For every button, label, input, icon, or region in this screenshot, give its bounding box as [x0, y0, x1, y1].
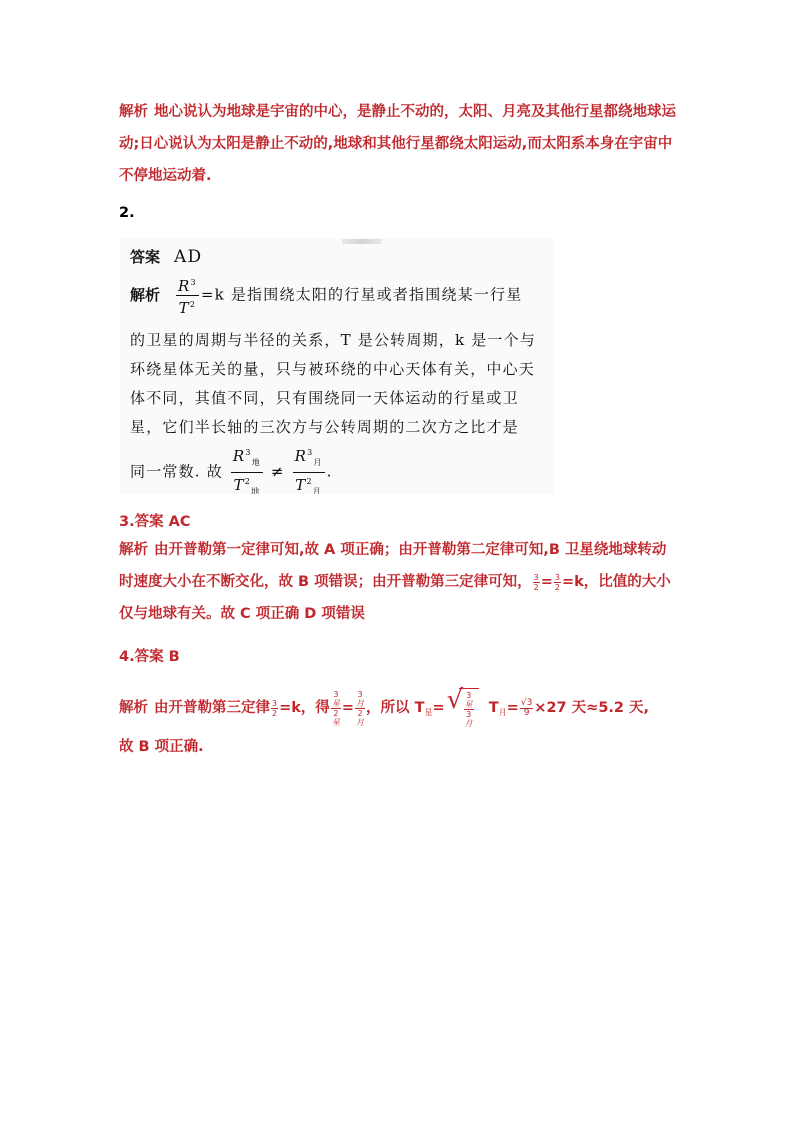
f1-den-sup: 2	[244, 477, 252, 486]
scan-line-4: 体不同，其值不同，只有围绕同一天体运动的行星或卫	[130, 389, 519, 407]
q2-scanned-answer	[120, 238, 554, 494]
f2-den-sup: 2	[306, 477, 313, 486]
f1-den-sub: 地	[251, 487, 261, 494]
q4-fa-num: 3	[272, 698, 278, 708]
q3-frac-1	[533, 573, 540, 592]
q4-fc-num-top: 3	[357, 689, 363, 699]
q4-t1: 由开普勒第三定律	[154, 700, 270, 716]
f1-num-sup: 3	[245, 448, 252, 457]
scan-line6-prefix: 同一常数. 故	[130, 462, 223, 481]
q4-sq-den: 月	[464, 719, 473, 728]
eq-num-exp: 3	[190, 278, 197, 287]
q3-header: 3.答案 AC	[119, 514, 191, 530]
scan-analysis-label: 解析	[130, 285, 161, 304]
q3-text-b: =k，比值的大小仅与地球有关。故 C 项正确 D 项错误	[119, 574, 671, 622]
f2-num: R	[294, 447, 308, 465]
q4-frac-d	[520, 699, 533, 718]
q3-frac2-num: 3	[554, 572, 560, 582]
q3-frac1-den: 2	[533, 582, 539, 592]
scan-line-3: 环绕星体无关的量，只与被环绕的中心天体有关，中心天	[130, 360, 536, 378]
q1-analysis-text: 地心说认为地球是宇宙的中心，是静止不动的，太阳、月亮及其他行星都绕地球运动;日心说认为太阳是静止不动的,地球和其他行星都绕太阳运动,而太阳系本身在宇宙中不停地运动着.	[119, 104, 676, 184]
scan-line6-end: .	[326, 462, 333, 481]
q4-t2: =k，得	[279, 700, 330, 716]
q1-analysis	[119, 96, 679, 192]
q3-frac2-den: 2	[554, 582, 560, 592]
q4-analysis-label: 解析	[119, 700, 148, 716]
scan-eq-rest: =k 是指围绕太阳的行星或者指围绕某一行星	[200, 285, 523, 304]
q1-analysis-label: 解析	[119, 104, 148, 120]
q4-fb-num: 星	[331, 698, 340, 708]
q4-t5: ×27 天≈5.2 天,	[534, 700, 650, 716]
q3-analysis	[119, 534, 679, 630]
q3-frac1-num: 3	[533, 572, 539, 582]
q4-sqrt	[446, 685, 479, 728]
q4-t4-eq: =	[506, 700, 519, 716]
q4-t3-eq: =	[432, 700, 445, 716]
eq-den-exp: 2	[189, 300, 197, 309]
q4-sqrt-frac	[464, 691, 474, 728]
scan-frac-moon	[293, 444, 325, 494]
sqrt-radical-icon: √	[446, 685, 464, 715]
q4-fd-den: 9	[523, 707, 530, 718]
scan-line-2: 的卫星的周期与半径的关系，T 是公转周期，k 是一个与	[130, 331, 537, 349]
q4-t3: ，所以 T	[366, 700, 425, 716]
scan-frac-earth	[231, 444, 263, 494]
q4-t4-sub: 月	[498, 708, 507, 717]
q4-fc-den-top: 2	[357, 708, 363, 718]
scan-eq-fraction	[176, 274, 199, 317]
q4-t6: 故 B 项正确.	[119, 739, 204, 755]
f1-num: R	[232, 447, 246, 465]
scan-answer-line	[130, 246, 546, 267]
scan-line-5: 星，它们半长轴的三次方与公转周期的二次方之比才是	[130, 418, 519, 436]
scan-neq: ≠	[270, 462, 285, 481]
q3-text-a: 由开普勒第一定律可知,故 A 项正确；由开普勒第二定律可知,B 卫星绕地球转动时速度大小在不断交化，故 B 项错误；由开普勒第三定律可知，	[119, 542, 667, 590]
q4-fd-num: √3	[520, 697, 533, 708]
q4-fa-den: 2	[272, 708, 278, 718]
scan-answer-value: AD	[174, 247, 203, 267]
q3-eq: =	[540, 574, 553, 590]
q4-eq-1: =	[341, 700, 355, 716]
eq-num: R	[178, 277, 191, 295]
q4-fb-num-top: 3	[333, 689, 339, 699]
scan-smudge	[342, 239, 382, 244]
f1-den: T	[233, 476, 245, 494]
q4-header: 4.答案 B	[119, 649, 180, 665]
scan-line-6	[130, 444, 546, 494]
q4-fb-den-top: 2	[333, 708, 339, 718]
eq-den: T	[178, 299, 190, 317]
f2-num-sup: 3	[307, 448, 314, 457]
q4-fc-den: 月	[356, 717, 365, 727]
q4-frac-c	[355, 690, 365, 727]
q3-analysis-label: 解析	[119, 542, 148, 558]
f2-num-sub: 月	[313, 458, 323, 467]
q4-fb-den: 星	[331, 717, 340, 727]
f1-num-sub: 地	[251, 458, 261, 467]
q4-sq-num: 星	[464, 700, 473, 709]
q4-sq-num-top: 3	[466, 691, 472, 700]
scan-analysis-line-1	[130, 274, 546, 317]
q4-frac-a	[271, 699, 278, 718]
q3-frac-2	[554, 573, 561, 592]
q4-sq-den-top: 3	[466, 710, 472, 719]
q4-t4: T	[488, 700, 499, 716]
scan-answer-label: 答案	[130, 248, 161, 266]
f2-den-sub: 月	[312, 487, 322, 494]
q4-fc-num: 月	[356, 698, 365, 708]
q4-analysis	[119, 685, 699, 764]
q4-t3-sub: 星	[424, 708, 433, 717]
q4-frac-b	[331, 690, 341, 727]
q2-number: 2.	[119, 205, 135, 221]
f2-den: T	[295, 476, 307, 494]
